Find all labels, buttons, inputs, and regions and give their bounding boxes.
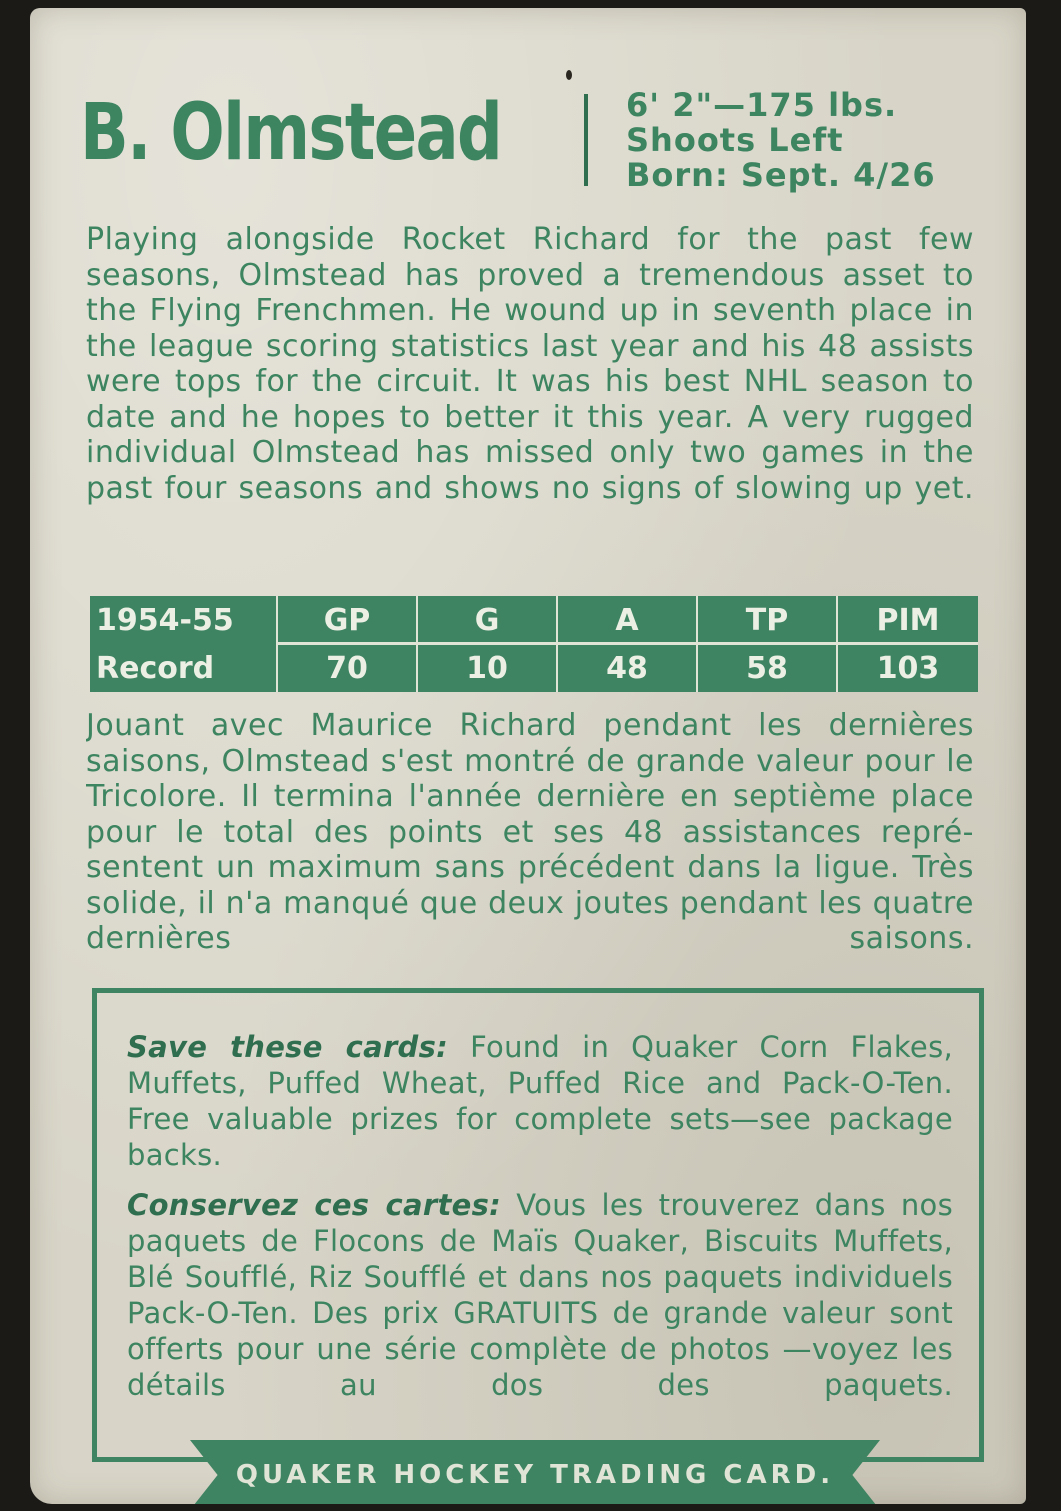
stats-header-row xyxy=(90,596,978,644)
trading-card-back xyxy=(30,8,1026,1504)
stat-header-a: A xyxy=(556,596,696,644)
stat-value-gp: 70 xyxy=(276,644,416,692)
stat-value-a: 48 xyxy=(556,644,696,692)
stat-header-gp: GP xyxy=(276,596,416,644)
player-vitals xyxy=(626,88,936,193)
birth-date: Born: Sept. 4/26 xyxy=(626,156,936,194)
stat-value-pim: 103 xyxy=(836,644,978,692)
stats-value-row xyxy=(90,644,978,692)
season-label: 1954-55 xyxy=(96,602,234,638)
french-biography: Jouant avec Maurice Richard pendant les dernières saisons, Olmstead s'est montré de grande valeur pour le Tricolore. Il termina l'année dernière en septième place pour le total des points et ses 48 assistances repré- sentent un maximum sans précédent dans la ligue. Très solide, il n'a manqué que deux joutes pendant les quatre dernières saisons. xyxy=(86,708,974,956)
stats-table xyxy=(90,596,978,692)
english-biography: Playing alongside Rocket Richard for the past few seasons, Olmstead has proved a tremendous asset to the Flying Frenchmen. He wound up in seventh place in the league scoring statistics last year and his 48 assists were tops for the circuit. It was his best NHL season to date and he hopes to better it this year. A very rugged individual Olmstead has missed only two games in the past four seasons and shows no signs of slowing up yet. xyxy=(86,222,974,506)
card-hole-mark xyxy=(566,70,572,80)
height-weight: 6' 2"—175 lbs. xyxy=(626,86,898,124)
promo-english xyxy=(127,1029,953,1173)
player-name: B. Olmstead xyxy=(80,88,502,178)
promo-english-text: Found in Quaker Corn Flakes, Muffets, Puffed Wheat, Puffed Rice and Pack-O-Ten. Free valuable prizes for complete sets—see package backs. xyxy=(127,1030,953,1172)
stat-value-tp: 58 xyxy=(696,644,836,692)
stat-header-pim: PIM xyxy=(836,596,978,644)
promo-french xyxy=(127,1187,953,1403)
stat-value-g: 10 xyxy=(416,644,556,692)
stat-header-tp: TP xyxy=(696,596,836,644)
promo-english-lead: Save these cards: xyxy=(127,1030,449,1064)
shoots: Shoots Left xyxy=(626,121,844,159)
header-divider xyxy=(584,94,588,186)
promo-french-text: Vous les trouverez dans nos paquets de Flocons de Maïs Quaker, Biscuits Muffets, Blé Soufflé, Riz Soufflé et dans nos paquets individuels Pack-O-Ten. Des prix GRATUITS de grande valeur sont offerts pour une série complète de photos —voyez les détails au dos des paquets. xyxy=(127,1188,953,1402)
promo-french-lead: Conservez ces cartes: xyxy=(127,1188,502,1222)
footer-banner-text: QUAKER HOCKEY TRADING CARD. xyxy=(235,1460,835,1490)
promo-box xyxy=(92,988,984,1462)
stat-header-g: G xyxy=(416,596,556,644)
record-label: Record xyxy=(96,650,215,686)
